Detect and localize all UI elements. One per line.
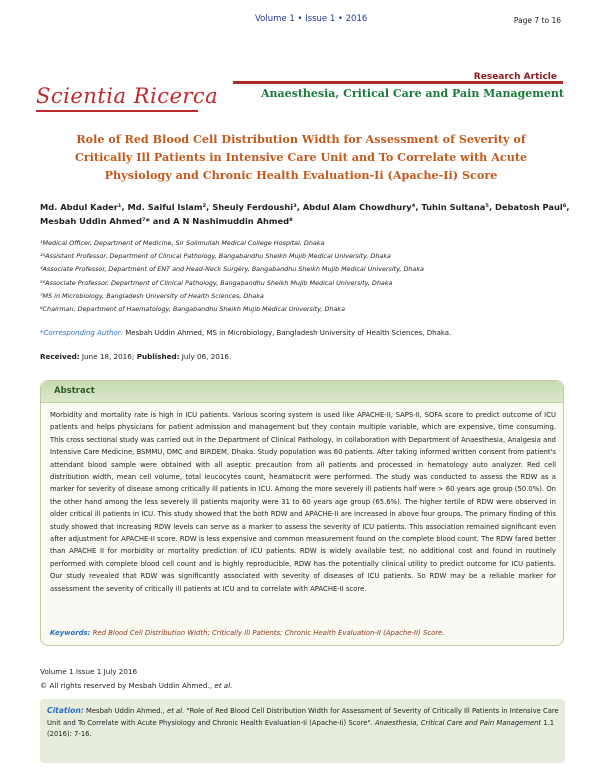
publication-dates [40,352,231,361]
affiliation-item: ⁸Chairman, Department of Haematology, Bangabandhu Sheikh Mujib Medical University, Dhaka [40,305,345,314]
received-label: Received: [40,352,80,361]
citation-part-a: Mesbah Uddin Ahmed., [83,707,168,715]
citation-part-c: 1.1 (2016): 7-16. [47,718,555,738]
affiliation-item: ⁷MS in Microbiology, Bangladesh University of Health Sciences, Dhaka [40,291,264,300]
corresponding-author [40,327,570,339]
logo-underline [36,110,198,112]
published-date: July 06, 2016. [179,352,232,361]
page-range: Page 7 to 16 [513,16,561,25]
volume-line: Volume 1 Issue 1 July 2016 [40,667,138,676]
citation-label: Citation: [47,706,84,715]
copyright [40,681,232,690]
authors-line-2: Mesbah Uddin Ahmed⁷* and A N Nashimuddin Ahmed⁸ [40,216,293,226]
citation-part-b: "Role of Red Blood Cell Distribution Width for Assessment of Severity of Critically Ill Patients in Intensive Care Unit and To Correlate with Acute Physiology and Chronic Health Evaluation-Ii (Apache-Ii) Score". [47,707,559,727]
abstract-header [41,381,563,403]
citation-journal: Anaesthesia, Critical Care and Pain Management [374,718,542,727]
published-label: Published: [134,352,180,361]
abstract-box [40,380,564,646]
received-date: June 18, 2016; [79,352,135,361]
authors-line-1: Md. Abdul Kader¹, Md. Saiful Islam², Sheuly Ferdoushi³, Abdul Alam Chowdhury⁴, Tuhin Sultana⁵, Debatosh Paul⁶, [40,202,570,212]
abstract-text: Morbidity and mortality rate is high in ICU patients. Various scoring system is used like APACHE-II, SAPS-II, SOFA score to predict outcome of ICU patients and helps physicians for patient admission and management but they contain multiple variable, which are expensive, time consuming. This cross sectional study was carried out in the Department of Clinical Pathology, in collaboration with Department of Anaesthesia, Analgesia and Intensive Care Medicine, BSMMU, DMC and BIRDEM, Dhaka. Study population was 60 patients. After taking informed written consent from patient's attendant blood sample were obtained with all aseptic precaution from all patients and processed in hematology auto analyzer. Red cell distribution width, mean cell volume, total leucocytes count, heamatocrit were performed. The study was conducted to assess the RDW as a marker for severity of disease among critically ill patients in ICU. Among the more severely ill patients half were > 60 years age group (50.0%). On the other hand among the less severely ill patients majority were 31 to 60 years age group (65.6%). The higher tertile of RDW were observed in older critical ill patients in ICU. This study showed that the both RDW and APACHE-II are increased in above four groups. The primary finding of this study showed that increasing RDW levels can serve as a marker to assess the severity of ICU patients. This association remained significant even after adjustment for APACHE-II score. RDW is less expensive and common measurement found on the complete blood count. The RDW fared better than APACHE II for morbidity or mortality prediction of ICU patients. RDW is widely available test, no additional cost and found in routinely performed with complete blood cell count and is highly reproducible, RDW has the potentially clinical utility to predict outcome for ICU patients. Our study revealed that RDW was significantly associated with severity of diseases of ICU patients. So RDW may be a reliable marker for assessment the severity of critically ill patients at ICU and to correlate with APACHE-II score. [50,411,556,593]
author-list [40,200,570,228]
paper-title: Role of Red Blood Cell Distribution Width for Assessment of Severity of Critically Ill Patients in Intensive Care Unit and To Correlate with Acute Physiology and Chronic Health Evaluation-Ii (Apache-Ii) Score [74,132,528,182]
corresponding-label: *Corresponding Author: [40,329,123,337]
copyright-text: © All rights reserved by Mesbah Uddin Ahmed., [40,681,212,690]
citation-box [40,699,565,763]
citation-etal: et al. [167,707,185,715]
affiliation-item: ⁴Associate Professor, Department of ENT and Head-Neck Surgery, Bangabandhu Sheikh Mujib Medical University, Dhaka [40,265,424,274]
affiliations [40,237,570,316]
affiliation-item: ⁵⁶Associate Professor, Department of Clinical Pathology, Bangabandhu Sheikh Mujib Medical University, Dhaka [40,278,393,287]
journal-category: Anaesthesia, Critical Care and Pain Management [261,87,565,100]
affiliation-item: ²³Assistant Professor, Department of Clinical Pathology, Bangabandhu Sheikh Mujib Medical University, Dhaka [40,252,391,261]
article-type: Research Article [473,72,557,82]
journal-logo: Scientia Ricerca [36,84,219,108]
keywords-list: Red Blood Cell Distribution Width; Critically Ill Patients; Chronic Health Evaluation-II (Apache-II) Score. [90,629,445,637]
abstract-heading: Abstract [54,386,95,396]
keywords-label: Keywords: [50,629,91,637]
citation-text [47,705,559,741]
corresponding-text: Mesbah Uddin Ahmed, MS in Microbiology, Bangladesh University of Health Sciences, Dhaka. [122,329,452,337]
issue-info: Volume 1 • Issue 1 • 2016 [255,14,368,24]
affiliation-item: ¹Medical Officer, Department of Medicine, Sir Solimullah Medical College Hospital, Dhaka [40,239,325,247]
keywords [50,628,556,639]
copyright-etal: et al. [211,681,233,690]
